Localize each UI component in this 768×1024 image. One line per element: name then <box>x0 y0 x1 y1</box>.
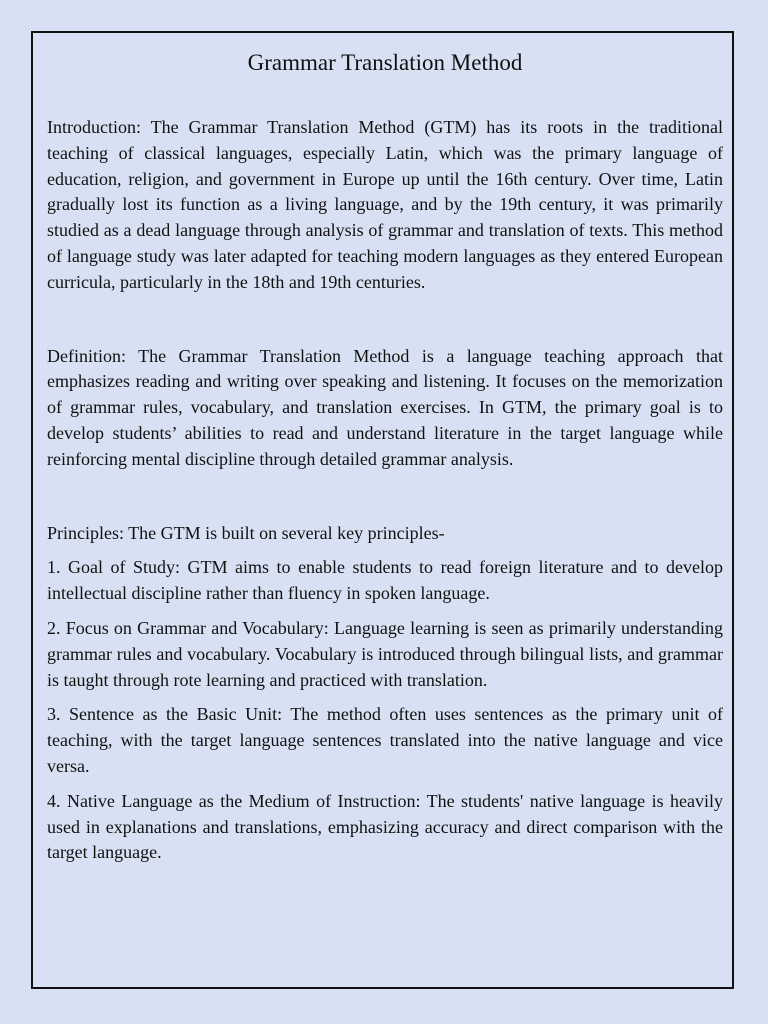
introduction-paragraph: Introduction: The Grammar Translation Method (GTM) has its roots in the traditional teaching of classical languages, especially Latin, which was the primary language of education, religion, and government in Europe up until the 16th century. Over time, Latin gradually lost its function as a living language, and by the 19th century, it was primarily studied as a dead language through analysis of grammar and translation of texts. This method of language study was later adapted for teaching modern languages as they entered European curricula, particularly in the 18th and 19th centuries. <box>47 117 723 292</box>
document-frame <box>31 31 734 989</box>
document-body <box>47 33 723 866</box>
principle-item-3: 3. Sentence as the Basic Unit: The method often uses sentences as the primary unit of teaching, with the target language sentences translated into the native language and vice versa. <box>47 704 723 776</box>
principles-heading: Principles: The GTM is built on several key principles- <box>47 522 445 543</box>
principle-item-2: 2. Focus on Grammar and Vocabulary: Language learning is seen as primarily understanding grammar rules and vocabulary. Vocabulary is introduced through bilingual lists, and grammar is taught through rote learning and practiced with translation. <box>47 617 723 690</box>
principle-item-1: 1. Goal of Study: GTM aims to enable students to read foreign literature and to develop intellectual discipline rather than fluency in spoken language. <box>47 557 723 604</box>
page-title: Grammar Translation Method <box>247 50 523 75</box>
definition-paragraph: Definition: The Grammar Translation Method is a language teaching approach that emphasizes reading and writing over speaking and listening. It focuses on the memorization of grammar rules, vocabulary, and translation exercises. In GTM, the primary goal is to develop students’ abilities to read and understand literature in the target language while reinforcing mental discipline through detailed grammar analysis. <box>47 345 723 469</box>
principle-item-4: 4. Native Language as the Medium of Instruction: The students' native language is heavily used in explanations and translations, emphasizing accuracy and direct comparison with the target language. <box>47 790 723 863</box>
